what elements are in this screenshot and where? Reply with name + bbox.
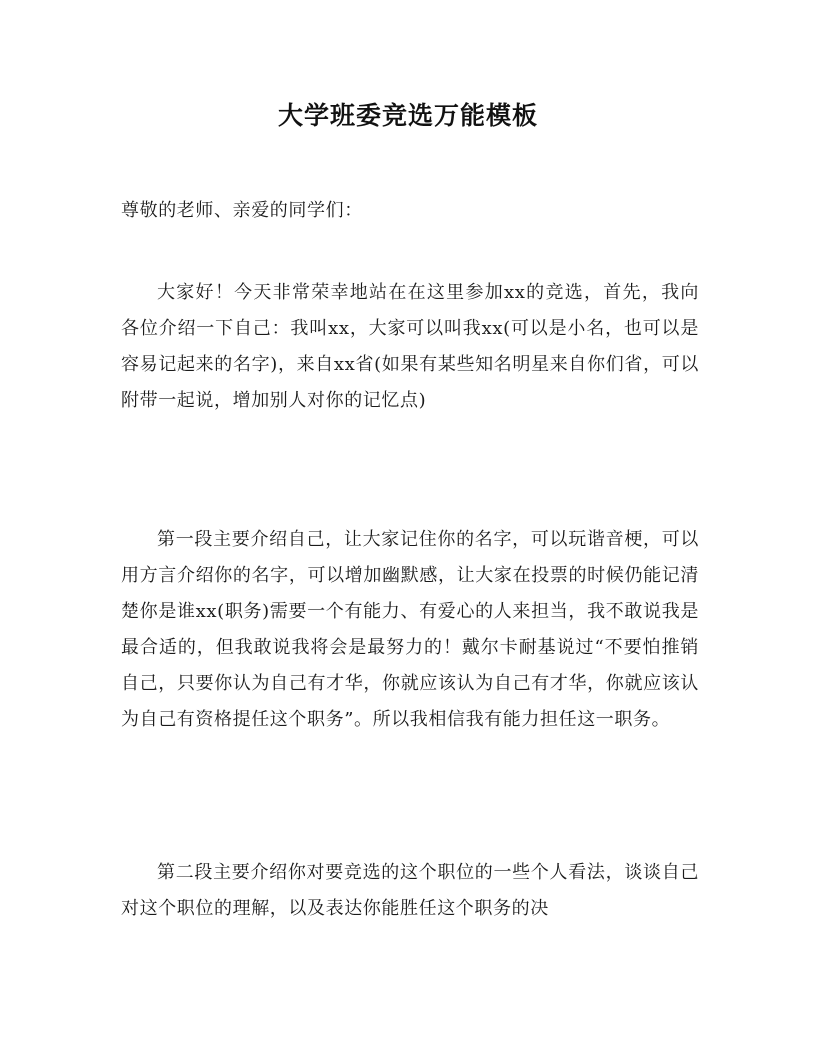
document-title: 大学班委竞选万能模板 xyxy=(277,101,538,130)
salutation: 尊敬的老师、亲爱的同学们： xyxy=(121,200,363,221)
paragraph-1: 大家好！今天非常荣幸地站在在这里参加xx的竞选，首先，我向各位介绍一下自己：我叫xx，大家可以叫我xx(可以是小名，也可以是容易记起来的名字)，来自xx省(如果有某些知名明星来自你们省，可以附带一起说，增加别人对你的记忆点) xyxy=(121,282,699,411)
paragraph-3: 第二段主要介绍你对要竞选的这个职位的一些个人看法，谈谈自己对这个职位的理解，以及表达你能胜任这个职务的决 xyxy=(121,862,699,919)
paragraph-2: 第一段主要介绍自己，让大家记住你的名字，可以玩谐音梗，可以用方言介绍你的名字，可以增加幽默感，让大家在投票的时候仍能记清楚你是谁xx(职务)需要一个有能力、有爱心的人来担当，我不敢说我是最合适的，但我敢说我将会是最努力的！戴尔卡耐基说过“不要怕推销自己，只要你认为自己有才华，你就应该认为自己有才华，你就应该认为自己有资格提任这个职务”。所以我相信我有能力担任这一职务。 xyxy=(121,529,699,730)
